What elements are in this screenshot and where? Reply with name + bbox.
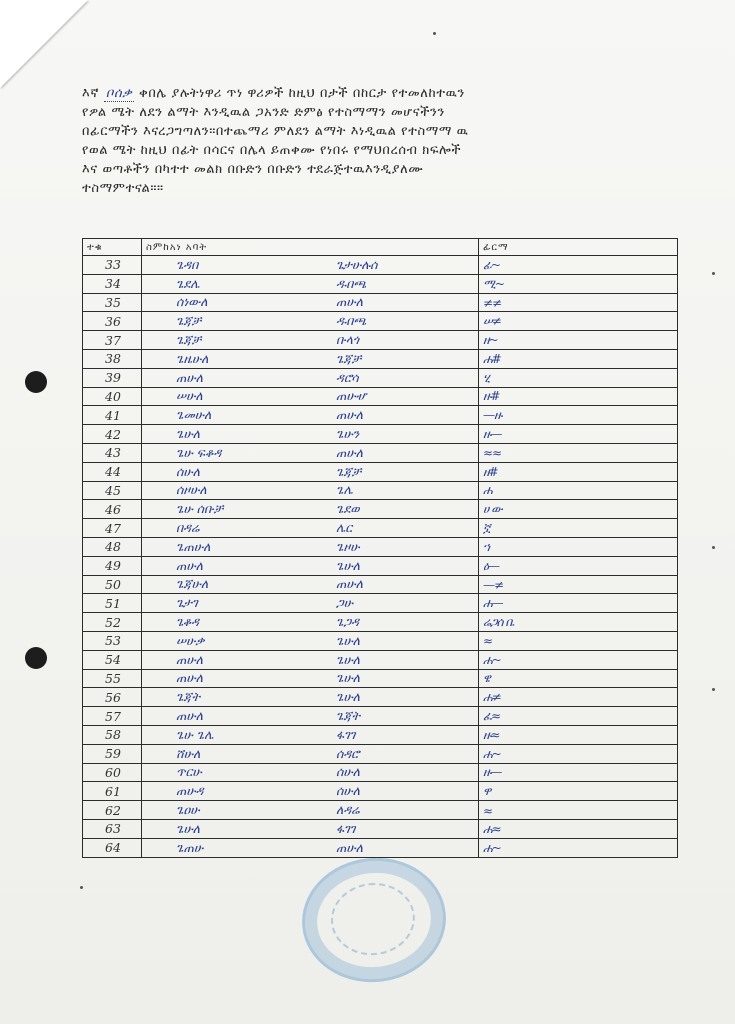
- row-signature: [479, 782, 678, 801]
- row-number: 48: [83, 537, 142, 556]
- row-given-name: ጥርሁ: [176, 764, 202, 780]
- row-name: [142, 500, 479, 519]
- signature-mark: ኀ: [483, 539, 490, 554]
- row-number: 37: [83, 331, 142, 350]
- row-father-name: ጌታሁሉሰ: [336, 256, 378, 272]
- row-number: 53: [83, 631, 142, 650]
- row-signature: [479, 312, 678, 331]
- row-signature: [479, 274, 678, 293]
- row-father-name: ጌሁለ: [336, 689, 361, 705]
- row-father-name: ጌሁለ: [336, 632, 361, 648]
- row-signature: [479, 613, 678, 632]
- row-name: [142, 462, 479, 481]
- row-number: 41: [83, 406, 142, 425]
- row-given-name: ሠሁቃ: [176, 632, 205, 648]
- row-given-name: ጌታገ: [176, 595, 198, 611]
- table-row: [83, 669, 678, 688]
- table-row: [83, 801, 678, 820]
- row-name: [142, 556, 479, 575]
- intro-paragraph: [82, 84, 662, 198]
- row-father-name: ዳሮሳ: [336, 369, 359, 385]
- row-given-name: ጠሁለ: [176, 651, 203, 667]
- row-signature: [479, 763, 678, 782]
- row-given-name: ጌጃቻ: [176, 313, 202, 329]
- row-father-name: ጠሁሇ: [336, 388, 367, 404]
- row-name: [142, 387, 479, 406]
- table-row: [83, 744, 678, 763]
- row-given-name: ሰዞሁለ: [176, 482, 207, 498]
- row-name: [142, 274, 479, 293]
- row-signature: [479, 519, 678, 538]
- row-signature: [479, 387, 678, 406]
- row-number: 43: [83, 443, 142, 462]
- row-number: 34: [83, 274, 142, 293]
- row-name: [142, 669, 479, 688]
- table-row: [83, 312, 678, 331]
- row-number: 63: [83, 819, 142, 838]
- table-row: [83, 368, 678, 387]
- row-father-name: ጠሁለ: [336, 839, 363, 855]
- row-signature: [479, 462, 678, 481]
- signature-mark: ሚ~: [483, 276, 504, 291]
- row-name: [142, 443, 479, 462]
- speck: [433, 32, 436, 35]
- table-row: [83, 256, 678, 275]
- table-row: [83, 331, 678, 350]
- row-number: 59: [83, 744, 142, 763]
- table-row: [83, 519, 678, 538]
- row-signature: [479, 838, 678, 857]
- signature-mark: ዙ—: [483, 765, 502, 780]
- punch-hole: [25, 647, 47, 669]
- row-number: 55: [83, 669, 142, 688]
- row-given-name: ጌሁ ፍቆዳ: [176, 444, 222, 460]
- row-number: 50: [83, 575, 142, 594]
- signature-mark: ዕ—: [483, 558, 499, 573]
- row-number: 61: [83, 782, 142, 801]
- row-name: [142, 312, 479, 331]
- row-signature: [479, 631, 678, 650]
- row-name: [142, 425, 479, 444]
- row-name: [142, 519, 479, 538]
- table-header-row: [83, 239, 678, 256]
- signature-mark: ሬጋሰ ቤ: [483, 615, 514, 630]
- row-name: [142, 594, 479, 613]
- row-father-name: ጌሁን: [336, 426, 360, 442]
- table-row: [83, 575, 678, 594]
- intro-line-2: የዎል ሜት ለደን ልማት እንዲዉል ጋአንድ ድምፅ የተስማማን መሆናችንን: [82, 105, 445, 120]
- row-number: 57: [83, 707, 142, 726]
- row-given-name: ጌዳበ: [176, 256, 199, 272]
- folded-corner: [0, 0, 88, 88]
- row-given-name: ጌጠሁ: [176, 839, 204, 855]
- signature-mark: ሀ ው: [483, 502, 502, 517]
- row-signature: [479, 707, 678, 726]
- table-row: [83, 537, 678, 556]
- row-number: 54: [83, 650, 142, 669]
- row-signature: [479, 481, 678, 500]
- row-given-name: ጌቆዳ: [176, 614, 199, 630]
- row-signature: [479, 725, 678, 744]
- row-name: [142, 725, 479, 744]
- signature-mark: ሐ≈: [483, 821, 501, 836]
- row-number: 51: [83, 594, 142, 613]
- table-row: [83, 763, 678, 782]
- row-given-name: ጌጃት: [176, 689, 201, 705]
- table-row: [83, 349, 678, 368]
- row-name: [142, 349, 479, 368]
- row-father-name: ለዳሬ: [336, 802, 360, 817]
- signature-mark: ፊ~: [483, 257, 500, 272]
- speck: [80, 886, 83, 889]
- table-row: [83, 274, 678, 293]
- table-row: [83, 425, 678, 444]
- table-row: [83, 500, 678, 519]
- row-name: [142, 368, 479, 387]
- row-given-name: ጌጠሁለ: [176, 538, 211, 554]
- row-number: 40: [83, 387, 142, 406]
- row-father-name: ጌሁለ: [336, 670, 361, 686]
- table-row: [83, 819, 678, 838]
- row-signature: [479, 744, 678, 763]
- row-signature: [479, 556, 678, 575]
- punch-hole: [25, 371, 47, 393]
- signature-mark: ኟ: [483, 521, 490, 536]
- row-father-name: ጌሌ: [336, 482, 353, 498]
- row-name: [142, 819, 479, 838]
- intro-line-6: ተስማምተናል።።: [82, 181, 164, 196]
- signature-mark: ≈: [483, 803, 493, 818]
- speck: [712, 272, 715, 275]
- row-father-name: ጠሁለ: [336, 576, 363, 592]
- row-signature: [479, 819, 678, 838]
- row-signature: [479, 293, 678, 312]
- row-name: [142, 838, 479, 857]
- row-given-name: ጌጃቻ: [176, 332, 202, 348]
- row-name: [142, 707, 479, 726]
- row-given-name: ጌሁ ጌሌ: [176, 726, 214, 742]
- row-given-name: ጠሁለ: [176, 369, 203, 385]
- row-given-name: ጌሁ ሰቡቻ: [176, 501, 224, 517]
- row-name: [142, 575, 479, 594]
- row-signature: [479, 594, 678, 613]
- row-name: [142, 631, 479, 650]
- row-given-name: ጌዜሁለ: [176, 350, 209, 366]
- row-signature: [479, 575, 678, 594]
- signature-table: [82, 238, 678, 858]
- row-father-name: ጌደወ: [336, 501, 360, 517]
- signature-mark: ሐ≠: [483, 690, 501, 705]
- row-father-name: ዱበጫ: [336, 275, 367, 291]
- row-father-name: ጌጃቻ: [336, 463, 362, 479]
- row-signature: [479, 537, 678, 556]
- table-row: [83, 838, 678, 857]
- row-father-name: ጌሁለ: [336, 651, 361, 667]
- row-name: [142, 650, 479, 669]
- row-number: 36: [83, 312, 142, 331]
- table-row: [83, 650, 678, 669]
- signature-mark: —≠: [483, 577, 504, 592]
- row-number: 56: [83, 688, 142, 707]
- row-given-name: ሰነውለ: [176, 294, 208, 310]
- row-father-name: ጌጃት: [336, 708, 361, 724]
- row-signature: [479, 368, 678, 387]
- row-number: 47: [83, 519, 142, 538]
- signature-mark: ሂ: [483, 370, 489, 385]
- table-row: [83, 613, 678, 632]
- intro-line-3: በፊርማችን እናረጋግጣለን።በተጨማሪ ምለደን ልማት እነዲዉል የተስማማ ዉ: [82, 124, 469, 139]
- table-row: [83, 556, 678, 575]
- signature-mark: ሐ~: [483, 746, 501, 761]
- row-given-name: ጠሁለ: [176, 708, 203, 724]
- table-row: [83, 725, 678, 744]
- intro-line-5: እና ወጣቶችን በካተተ መልክ በቡድን በቡድን ተደራጅተዉእንዲያለሙ: [82, 162, 424, 177]
- row-name: [142, 801, 479, 820]
- row-name: [142, 537, 479, 556]
- signature-mark: ዋ: [483, 784, 491, 799]
- table-row: [83, 443, 678, 462]
- row-given-name: ጌሁለ: [176, 426, 201, 442]
- row-given-name: ጌዐሁ: [176, 802, 200, 817]
- table-row: [83, 594, 678, 613]
- row-given-name: ጠሁዳ: [176, 783, 204, 799]
- row-number: 38: [83, 349, 142, 368]
- row-number: 60: [83, 763, 142, 782]
- row-given-name: ሠሁለ: [176, 388, 203, 404]
- signature-mark: ≠≠: [483, 295, 502, 310]
- row-name: [142, 688, 479, 707]
- table-row: [83, 631, 678, 650]
- row-father-name: ጠሁለ: [336, 294, 363, 310]
- header-number: ተቁ: [83, 239, 142, 256]
- signature-mark: ዙ#: [483, 389, 500, 404]
- intro-line-1: እኛ ቦሰቃ ቀበሌ ያሉትነዋሪ ጥነ ዋሪዎች ከዚህ በታች በከርታ የተመለከተዉን: [82, 86, 465, 101]
- row-given-name: ጌሁለ: [176, 820, 201, 836]
- row-number: 44: [83, 462, 142, 481]
- official-stamp: [296, 851, 452, 989]
- table-row: [83, 387, 678, 406]
- signature-mark: ዙ≈: [483, 727, 500, 742]
- row-father-name: ሰሁለ: [336, 764, 360, 780]
- row-signature: [479, 688, 678, 707]
- signature-mark: ≈: [483, 634, 493, 649]
- row-name: [142, 256, 479, 275]
- row-father-name: ሰሁለ: [336, 783, 360, 799]
- header-full-name: ስምከአነ አባት: [142, 239, 479, 256]
- signature-mark: ሐ—: [483, 596, 503, 611]
- row-number: 45: [83, 481, 142, 500]
- row-signature: [479, 801, 678, 820]
- row-name: [142, 293, 479, 312]
- signature-mark: ፈ≈: [483, 709, 501, 724]
- row-father-name: ጌዞሁ: [336, 538, 360, 554]
- signature-mark: —ዙ: [483, 408, 502, 423]
- row-given-name: ጌጃሁለ: [176, 576, 209, 592]
- row-number: 33: [83, 256, 142, 275]
- row-number: 62: [83, 801, 142, 820]
- row-father-name: ጌጋዳ: [336, 614, 359, 630]
- row-given-name: ጠሁለ: [176, 557, 203, 573]
- signature-mark: ሐ: [483, 483, 492, 498]
- signature-mark: ዙ—: [483, 427, 502, 442]
- handwritten-kebele-name: ቦሰቃ: [105, 86, 133, 101]
- signature-mark: ዘ~: [483, 333, 498, 348]
- row-number: 58: [83, 725, 142, 744]
- row-name: [142, 613, 479, 632]
- row-number: 64: [83, 838, 142, 857]
- row-signature: [479, 500, 678, 519]
- row-father-name: ጋሁ: [336, 595, 353, 611]
- row-father-name: ጌጃቻ: [336, 350, 362, 366]
- speck: [712, 546, 715, 549]
- row-name: [142, 744, 479, 763]
- row-father-name: ጌሁለ: [336, 557, 361, 573]
- row-signature: [479, 443, 678, 462]
- row-number: 42: [83, 425, 142, 444]
- row-signature: [479, 406, 678, 425]
- signature-mark: ዌ: [483, 671, 490, 686]
- signature-mark: ≈≈: [483, 446, 502, 461]
- row-name: [142, 481, 479, 500]
- header-signature: ፊርማ: [479, 239, 678, 256]
- table-row: [83, 481, 678, 500]
- row-signature: [479, 650, 678, 669]
- row-father-name: ፋገገ: [336, 820, 356, 836]
- table-row: [83, 688, 678, 707]
- table-row: [83, 293, 678, 312]
- row-name: [142, 331, 479, 350]
- row-number: 46: [83, 500, 142, 519]
- signature-mark: ሐ~: [483, 840, 501, 855]
- signature-mark: ሐ~: [483, 652, 501, 667]
- row-signature: [479, 331, 678, 350]
- row-number: 39: [83, 368, 142, 387]
- row-signature: [479, 425, 678, 444]
- row-given-name: በዳሬ: [176, 520, 200, 536]
- signature-mark: ዘ#: [483, 464, 498, 479]
- row-father-name: ፋገገ: [336, 726, 356, 742]
- speck: [712, 688, 715, 691]
- row-name: [142, 782, 479, 801]
- row-number: 52: [83, 613, 142, 632]
- row-signature: [479, 256, 678, 275]
- row-name: [142, 406, 479, 425]
- intro-line-4: የወል ሜት ከዚህ በፊት በሳርና በሌላ ይጠቀሙ የነበሩ የማህበረሰብ ክፍሎች: [82, 143, 462, 158]
- row-father-name: ጠሁለ: [336, 407, 363, 423]
- signature-mark: ሐ#: [483, 351, 501, 366]
- row-given-name: ጌመሁለ: [176, 407, 212, 423]
- row-signature: [479, 349, 678, 368]
- row-father-name: ሌር: [336, 520, 353, 536]
- table-row: [83, 707, 678, 726]
- table-row: [83, 406, 678, 425]
- row-given-name: ጠሁለ: [176, 670, 203, 686]
- row-given-name: ሸሁለ: [176, 745, 201, 761]
- row-given-name: ሰሁለ: [176, 463, 200, 479]
- row-number: 49: [83, 556, 142, 575]
- table-row: [83, 782, 678, 801]
- row-father-name: ዱበጫ: [336, 313, 367, 329]
- row-name: [142, 763, 479, 782]
- row-father-name: ሰዳሮ: [336, 745, 360, 761]
- row-father-name: ቡላጎ: [336, 332, 360, 348]
- table-row: [83, 462, 678, 481]
- row-signature: [479, 669, 678, 688]
- row-given-name: ጌደሌ: [176, 275, 200, 291]
- row-father-name: ጠሁለ: [336, 444, 363, 460]
- signature-mark: ሠ≠: [483, 314, 501, 329]
- row-number: 35: [83, 293, 142, 312]
